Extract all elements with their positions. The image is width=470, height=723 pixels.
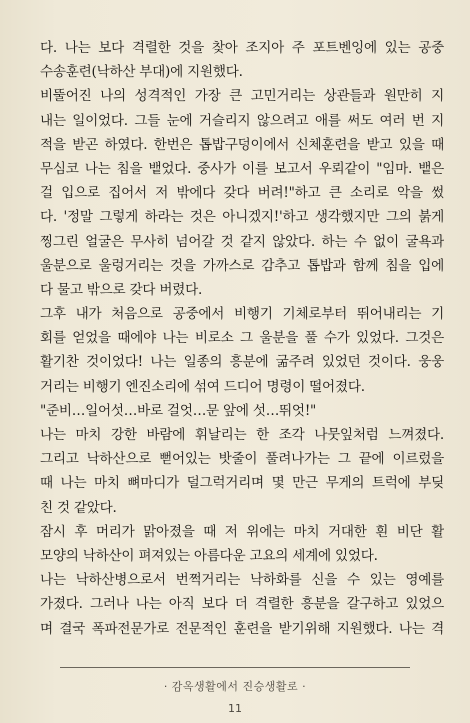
text-line: 다 물고 밖으로 갖다 버렸다. bbox=[40, 281, 203, 298]
text-line: 며 결국 폭파전문가로 전문적인 훈련을 받기위해 지원했다. 나는 격 bbox=[40, 620, 444, 637]
text-line: 걸 입으로 집어서 저 밖에다 갖다 버려!"하고 큰 소리로 악을 썼 bbox=[40, 185, 444, 202]
running-footer-title: · 감옥생활에서 진승생활로 · bbox=[163, 680, 307, 693]
text-line: 비뚤어진 나의 성격적인 가장 큰 고민거리는 상관들과 원만히 지 bbox=[40, 88, 444, 105]
text-line: 때 나는 마치 뼈마디가 덜그럭거리며 몇 만근 무게의 트럭에 부딪 bbox=[40, 475, 444, 492]
body-text bbox=[40, 36, 444, 641]
text-line: 그리고 낙하산으로 뻗어있는 밧줄이 풀려나가는 그 끝에 이르렀을 bbox=[40, 451, 444, 468]
text-line: 활기찬 것이었다! 나는 일종의 흥분에 굶주려 있었던 것이다. 웅웅 bbox=[40, 354, 444, 371]
text-line: 적을 받곤 하였다. 한번은 톱밥구덩이에서 신체훈련을 받고 있을 때 bbox=[40, 136, 444, 153]
text-line: 다. '정말 그렇게 하라는 것은 아니겠지!'하고 생각했지만 그의 붉게 bbox=[40, 209, 444, 226]
text-line: 수송훈련(낙하산 부대)에 지원했다. bbox=[40, 64, 243, 81]
text-line: 울분으로 울렁거리는 것을 가까스로 감추고 톱밥과 함께 침을 입에 bbox=[40, 257, 444, 274]
text-line: 회를 얻었을 때에야 나는 비로소 그 울분을 풀 수가 있었다. 그것은 bbox=[40, 330, 444, 347]
text-line: 내는 일이었다. 그들 눈에 거슬리지 않으려고 애를 써도 여러 번 지 bbox=[40, 112, 444, 129]
text-line: 찡그린 얼굴은 무사히 넘어갈 것 같지 않았다. 하는 수 없이 굴욕과 bbox=[40, 233, 444, 250]
text-line: 나는 낙하산병으로서 번쩍거리는 낙하화를 신을 수 있는 영예를 bbox=[40, 572, 444, 589]
text-line: 친 것 같았다. bbox=[40, 499, 117, 516]
page-number: 11 bbox=[228, 702, 242, 715]
text-line: 잠시 후 머리가 맑아졌을 때 저 위에는 마치 거대한 흰 비단 활 bbox=[40, 523, 444, 540]
footer-divider bbox=[60, 667, 410, 668]
text-line: 가졌다. 그러나 나는 아직 보다 더 격렬한 흥분을 갈구하고 있었으 bbox=[40, 596, 444, 613]
text-line: 무심코 나는 침을 뱉었다. 중사가 이를 보고서 우뢰같이 "임마. 뱉은 bbox=[40, 160, 444, 177]
text-line: 거리는 비행기 엔진소리에 섞여 드디어 명령이 떨어졌다. bbox=[40, 378, 365, 395]
text-line: 다. 나는 보다 격렬한 것을 찾아 조지아 주 포트벤잉에 있는 공중 bbox=[40, 40, 444, 56]
text-line: 나는 마치 강한 바람에 휘날리는 한 조각 나뭇잎처럼 느껴졌다. bbox=[40, 427, 444, 443]
text-line: 그후 내가 처음으로 공중에서 비행기 기체로부터 뛰어내리는 기 bbox=[40, 306, 444, 323]
text-line: 모양의 낙하산이 펴져있는 아름다운 고요의 세계에 있었다. bbox=[40, 547, 378, 564]
text-line: "준비…일어섯…바로 걸엇…문 앞에 섯…뛰엇!" bbox=[40, 402, 317, 419]
